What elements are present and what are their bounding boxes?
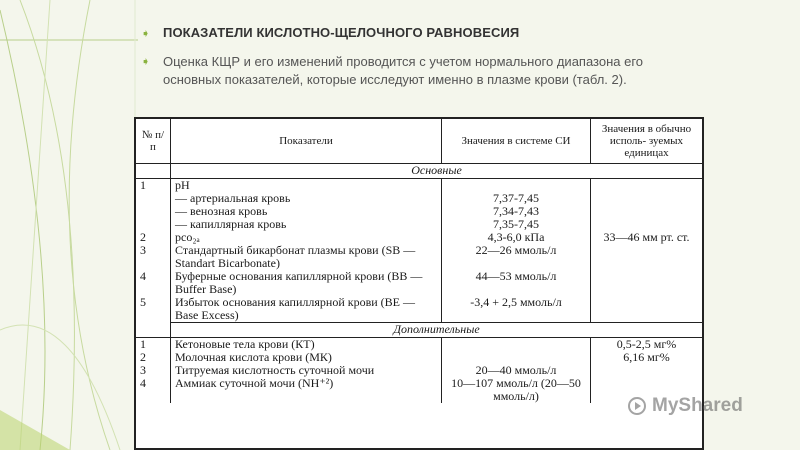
table-header-row [136, 119, 702, 164]
table-row [136, 244, 702, 270]
row-usual [591, 192, 703, 205]
row-si: 20—40 ммоль/л [442, 364, 591, 377]
section-extra-row [136, 323, 702, 338]
row-num: 2 [136, 231, 171, 244]
row-si: 7,35-7,45 [442, 218, 591, 231]
row-usual [591, 205, 703, 218]
row-indicator: Избыток основания капиллярной крови (BE — Base Excess) [171, 296, 442, 323]
section-main-label: Основные [171, 164, 703, 179]
slide-paragraph: Оценка КЩР и его изменений проводится с учетом нормального диапазона его основных показателей, которые исследуют именно в плазме крови (табл. 2). [163, 54, 644, 87]
row-usual [591, 364, 703, 377]
row-si [442, 338, 591, 352]
row-num: 3 [136, 364, 171, 377]
row-si: 7,37-7,45 [442, 192, 591, 205]
arrow-bullet-icon: ➧ [141, 56, 151, 68]
row-usual [591, 296, 703, 323]
table-row [136, 338, 702, 352]
kshr-table [134, 117, 704, 450]
row-num: 1 [136, 338, 171, 352]
row-usual [591, 179, 703, 193]
row-si: 10—107 ммоль/л (20—50 ммоль/л) [442, 377, 591, 403]
row-indicator: — венозная кровь [171, 205, 442, 218]
row-num: 5 [136, 296, 171, 323]
row-num: 3 [136, 244, 171, 270]
row-num [136, 205, 171, 218]
play-circle-icon [628, 397, 646, 415]
table-row [136, 270, 702, 296]
header-usual: Значения в обычно исполь- зуемых единицах [591, 119, 703, 164]
row-indicator: — капиллярная кровь [171, 218, 442, 231]
row-indicator: Молочная кислота крови (МК) [171, 351, 442, 364]
section-main-row [136, 164, 702, 179]
row-si [442, 179, 591, 193]
row-num [136, 192, 171, 205]
row-indicator: Кетоновые тела крови (КТ) [171, 338, 442, 352]
row-si: 4,3-6,0 кПа [442, 231, 591, 244]
table-row [136, 179, 702, 193]
watermark-logo [628, 392, 768, 420]
row-usual [591, 270, 703, 296]
row-indicator: pH [171, 179, 442, 193]
slide-heading: ПОКАЗАТЕЛИ КИСЛОТНО-ЩЕЛОЧНОГО РАВНОВЕСИЯ [163, 25, 520, 40]
header-si: Значения в системе СИ [442, 119, 591, 164]
row-indicator: pco₂ₐ [171, 231, 442, 244]
row-num: 4 [136, 270, 171, 296]
section-extra-label: Дополнительные [171, 323, 703, 338]
row-usual [591, 244, 703, 270]
row-si: 7,34-7,43 [442, 205, 591, 218]
arrow-bullet-icon: ➧ [141, 28, 151, 40]
row-indicator: — артериальная кровь [171, 192, 442, 205]
row-si: 22—26 ммоль/л [442, 244, 591, 270]
row-indicator: Аммиак суточной мочи (NH⁺²) [171, 377, 442, 403]
row-num: 2 [136, 351, 171, 364]
table-row [136, 377, 702, 403]
row-usual: 33—46 мм рт. ст. [603, 230, 690, 244]
row-indicator: Буферные основания капиллярной крови (BB — Buffer Base) [171, 270, 442, 296]
row-num: 1 [136, 179, 171, 193]
row-num: 4 [136, 377, 171, 403]
row-indicator: Титруемая кислотность суточной мочи [171, 364, 442, 377]
header-num: № п/п [136, 119, 171, 164]
row-si: -3,4 + 2,5 ммоль/л [442, 296, 591, 323]
header-indicator: Показатели [171, 119, 442, 164]
row-si: 44—53 ммоль/л [442, 270, 591, 296]
table-row [136, 296, 702, 323]
row-usual: 0,5-2,5 мг% [616, 337, 677, 351]
row-indicator: Стандартный бикарбонат плазмы крови (SB — Standart Bicarbonate) [171, 244, 442, 270]
row-usual: 6,16 мг% [623, 350, 670, 364]
decorative-lines [0, 0, 140, 450]
watermark-text: MyShared [652, 395, 743, 416]
